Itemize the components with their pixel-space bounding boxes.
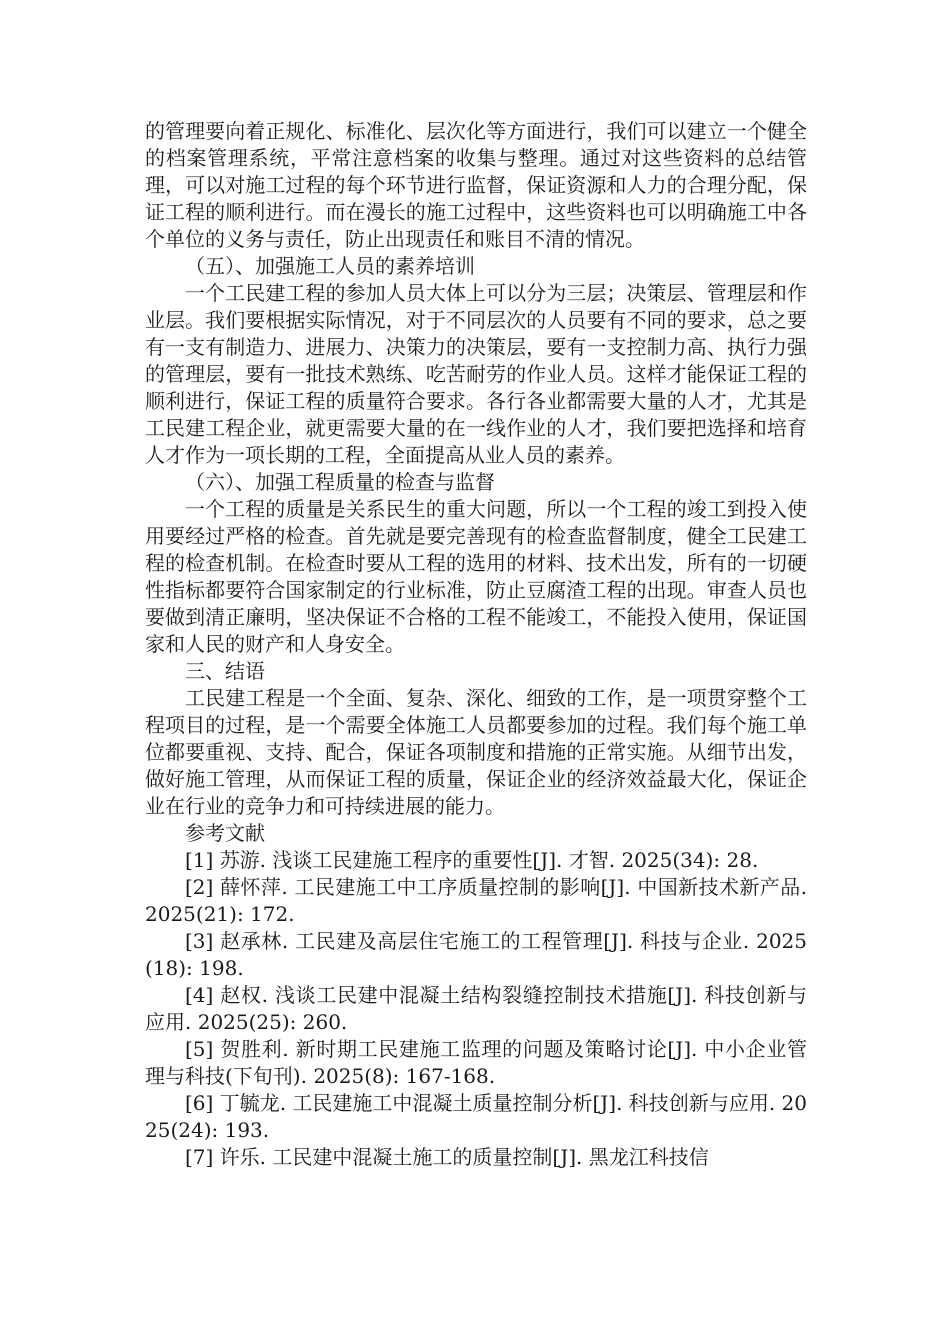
reference-item: [2] 薛怀萍. 工民建施工中工序质量控制的影响[J]. 中国新技术新产品. 2025(21): 172.	[145, 875, 807, 926]
references-heading: 参考文献	[185, 821, 265, 845]
reference-item: [6] 丁毓龙. 工民建施工中混凝土质量控制分析[J]. 科技创新与应用. 2025(24): 193.	[145, 1091, 807, 1142]
reference-item: [1] 苏游. 浅谈工民建施工程序的重要性[J]. 才智. 2025(34): 28.	[185, 848, 759, 872]
section-heading-5: （五）、加强施工人员的素养培训	[185, 254, 475, 278]
paragraph-archive-management: 的管理要向着正规化、标准化、层次化等方面进行，我们可以建立一个健全的档案管理系统，平常注意档案的收集与整理。通过对这些资料的总结管理，可以对施工过程的每个环节进行监督，保证资源和人力的合理分配，保证工程的顺利进行。而在漫长的施工过程中，这些资料也可以明确施工中各个单位的义务与责任，防止出现责任和账目不清的情况。	[145, 119, 807, 251]
reference-item: [4] 赵权. 浅谈工民建中混凝土结构裂缝控制技术措施[J]. 科技创新与应用. 2025(25): 260.	[145, 983, 807, 1034]
reference-item: [7] 许乐. 工民建中混凝土施工的质量控制[J]. 黑龙江科技信	[185, 1145, 709, 1169]
section-heading-6: （六）、加强工程质量的检查与监督	[185, 470, 495, 494]
section-heading-conclusion: 三、结语	[185, 659, 265, 683]
paragraph-quality-inspection: 一个工程的质量是关系民生的重大问题，所以一个工程的竣工到投入使用要经过严格的检查。首先就是要完善现有的检查监督制度，健全工民建工程的检查机制。在检查时要从工程的选用的材料、技术出发，所有的一切硬性指标都要符合国家制定的行业标准，防止豆腐渣工程的出现。审查人员也要做到清正廉明，坚决保证不合格的工程不能竣工，不能投入使用，保证国家和人民的财产和人身安全。	[145, 497, 807, 656]
reference-item: [3] 赵承林. 工民建及高层住宅施工的工程管理[J]. 科技与企业. 2025(18): 198.	[145, 929, 807, 980]
paragraph-staff-training: 一个工民建工程的参加人员大体上可以分为三层；决策层、管理层和作业层。我们要根据实际情况，对于不同层次的人员要有不同的要求，总之要有一支有制造力、进展力、决策力的决策层，要有一支控制力高、执行力强的管理层，要有一批技术熟练、吃苦耐劳的作业人员。这样才能保证工程的顺利进行，保证工程的质量符合要求。各行各业都需要大量的人才，尤其是工民建工程企业，就更需要大量的在一线作业的人才，我们要把选择和培育人才作为一项长期的工程，全面提高从业人员的素养。	[145, 281, 807, 467]
paragraph-conclusion: 工民建工程是一个全面、复杂、深化、细致的工作，是一项贯穿整个工程项目的过程，是一个需要全体施工人员都要参加的过程。我们每个施工单位都要重视、支持、配合，保证各项制度和措施的正常实施。从细节出发，做好施工管理，从而保证工程的质量，保证企业的经济效益最大化，保证企业在行业的竞争力和可持续进展的能力。	[145, 686, 807, 818]
reference-item: [5] 贺胜利. 新时期工民建施工监理的问题及策略讨论[J]. 中小企业管理与科技(下旬刊). 2025(8): 167-168.	[145, 1037, 807, 1088]
document-body	[145, 118, 807, 1171]
